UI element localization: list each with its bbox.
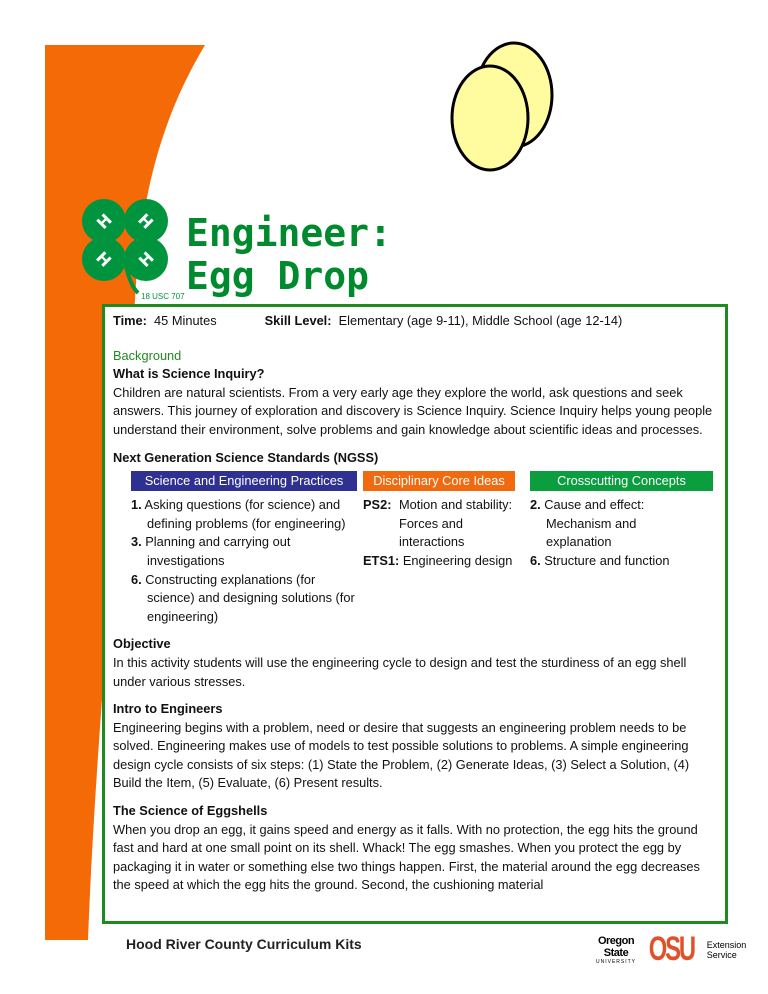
page-title: Engineer: Egg Drop	[186, 211, 392, 298]
eggshells-section: The Science of Eggshells When you drop an egg, it gains speed and energy as it falls. With no protection, the egg hits the ground fast and hard at one small point on its shell. Whack! The egg smashes. When you protect the egg by packaging it in water or something else two things happen. First, the material around the egg decreases the speed at which the egg hits the ground. Second, the cushioning material	[113, 803, 700, 893]
svg-text:H: H	[92, 247, 116, 271]
objective-section: Objective In this activity students will use the engineering cycle to design and test the sturdiness of an egg shell under various stresses.	[113, 636, 687, 689]
content-box	[102, 304, 728, 924]
footer	[102, 930, 747, 970]
background-section: Background What is Science Inquiry? Children are natural scientists. From a very early age they explore the world, ask questions and seek answers. This journey of exploration and discovery is Science Inquiry. Science Inquiry helps young people understand their environment, solve problems and gain knowledge about scientific ideas and processes.	[113, 347, 713, 437]
meta-row: Time: 45 Minutes Skill Level: Elementary (age 9-11), Middle School (age 12-14)	[113, 313, 623, 328]
main-column	[102, 304, 747, 970]
osu-extension-logo: Oregon State UNIVERSITY OSU Extension Service	[596, 930, 747, 968]
eggs-illustration	[440, 40, 560, 180]
ngss-section: Next Generation Science Standards (NGSS) Science and Engineering Practices 1. Asking questions (for science) and defining problems (for engineering) 3. Planning and carrying out investigations 6. Constructing explanations (for science) and designing solutions (for engineering) Disciplinary Core Ideas PS2: Motion and stability: Forces and interactions ETS1: Engineering design Crosscutting Concepts 2. Cause and effect: Mechanism and explanation 6. Structure and function	[113, 449, 721, 627]
footer-text: Hood River County Curriculum Kits	[126, 936, 362, 952]
intro-section: Intro to Engineers Engineering begins with a problem, need or desire that suggests an engineering problem needs to be solved. Engineering makes use of models to test possible solutions to problems. A simple engineering design cycle consists of six steps: (1) State the Problem, (2) Generate Ideas, (3) Select a Solution, (4) Build the Item, (5) Evaluate, (6) Present results.	[113, 701, 690, 791]
ngss-col-crosscutting: Crosscutting Concepts 2. Cause and effect: Mechanism and explanation 6. Structure and function	[530, 471, 713, 626]
ngss-col-core-ideas: Disciplinary Core Ideas PS2: Motion and stability: Forces and interactions ETS1: Engineering design	[363, 471, 515, 626]
logo-caption: 18 USC 707	[141, 292, 185, 301]
ngss-col-practices: Science and Engineering Practices 1. Asking questions (for science) and defining problems (for engineering) 3. Planning and carrying out investigations 6. Constructing explanations (for science) and designing solutions (for engineering)	[131, 471, 357, 626]
svg-text:H: H	[134, 209, 158, 233]
svg-text:H: H	[134, 247, 158, 271]
svg-text:H: H	[92, 209, 116, 233]
4h-clover-logo	[76, 195, 176, 295]
